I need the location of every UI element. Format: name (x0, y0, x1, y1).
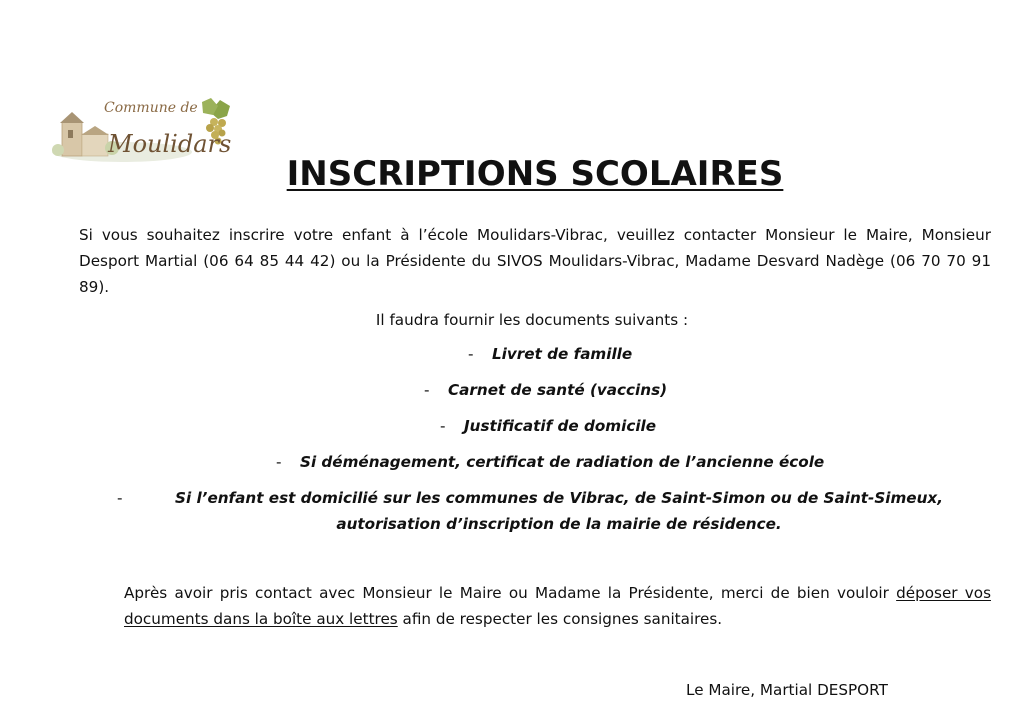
document-item-carnet (424, 377, 667, 403)
list-dash: - (424, 381, 430, 399)
signature: Le Maire, Martial DESPORT (686, 681, 888, 699)
document-label: Livret de famille (492, 345, 633, 363)
list-dash: - (440, 417, 446, 435)
document-label: Justificatif de domicile (464, 417, 657, 435)
closing-text-underlined: déposer vos documents dans la boîte aux lettres (124, 584, 991, 628)
document-label: Si l’enfant est domicilié sur les communes de Vibrac, de Saint-Simon ou de Saint-Simeux, autorisation d’inscription de la mairie de résidence. (175, 489, 943, 533)
closing-paragraph (124, 580, 991, 632)
list-dash: - (468, 345, 474, 363)
documents-lead: Il faudra fournir les documents suivants : (375, 311, 689, 329)
document-item-demenagement (276, 449, 824, 475)
document-item-autorisation (117, 485, 977, 537)
document-label: Carnet de santé (vaccins) (448, 381, 668, 399)
intro-paragraph: Si vous souhaitez inscrire votre enfant à l’école Moulidars-Vibrac, veuillez contacter Monsieur le Maire, Monsieur Desport Martial (06 64 85 44 42) ou la Présidente du SIVOS Moulidars-Vibrac, Madame Desvard Nadège (06 70 70 91 89). (79, 226, 991, 296)
closing-text-before: Après avoir pris contact avec Monsieur le Maire ou Madame la Présidente, merci de bien vouloir (124, 584, 897, 602)
list-dash: - (117, 489, 123, 507)
list-dash: - (276, 453, 282, 471)
page-title: INSCRIPTIONS SCOLAIRES (286, 154, 784, 194)
document-label: Si déménagement, certificat de radiation de l’ancienne école (300, 453, 825, 471)
closing-text-after: afin de respecter les consignes sanitaires. (397, 610, 723, 628)
document-item-justificatif (440, 413, 656, 439)
logo-text-moulidars: Moulidars (108, 130, 232, 158)
logo-text-commune: Commune de (104, 100, 198, 116)
document-item-livret (468, 341, 632, 367)
